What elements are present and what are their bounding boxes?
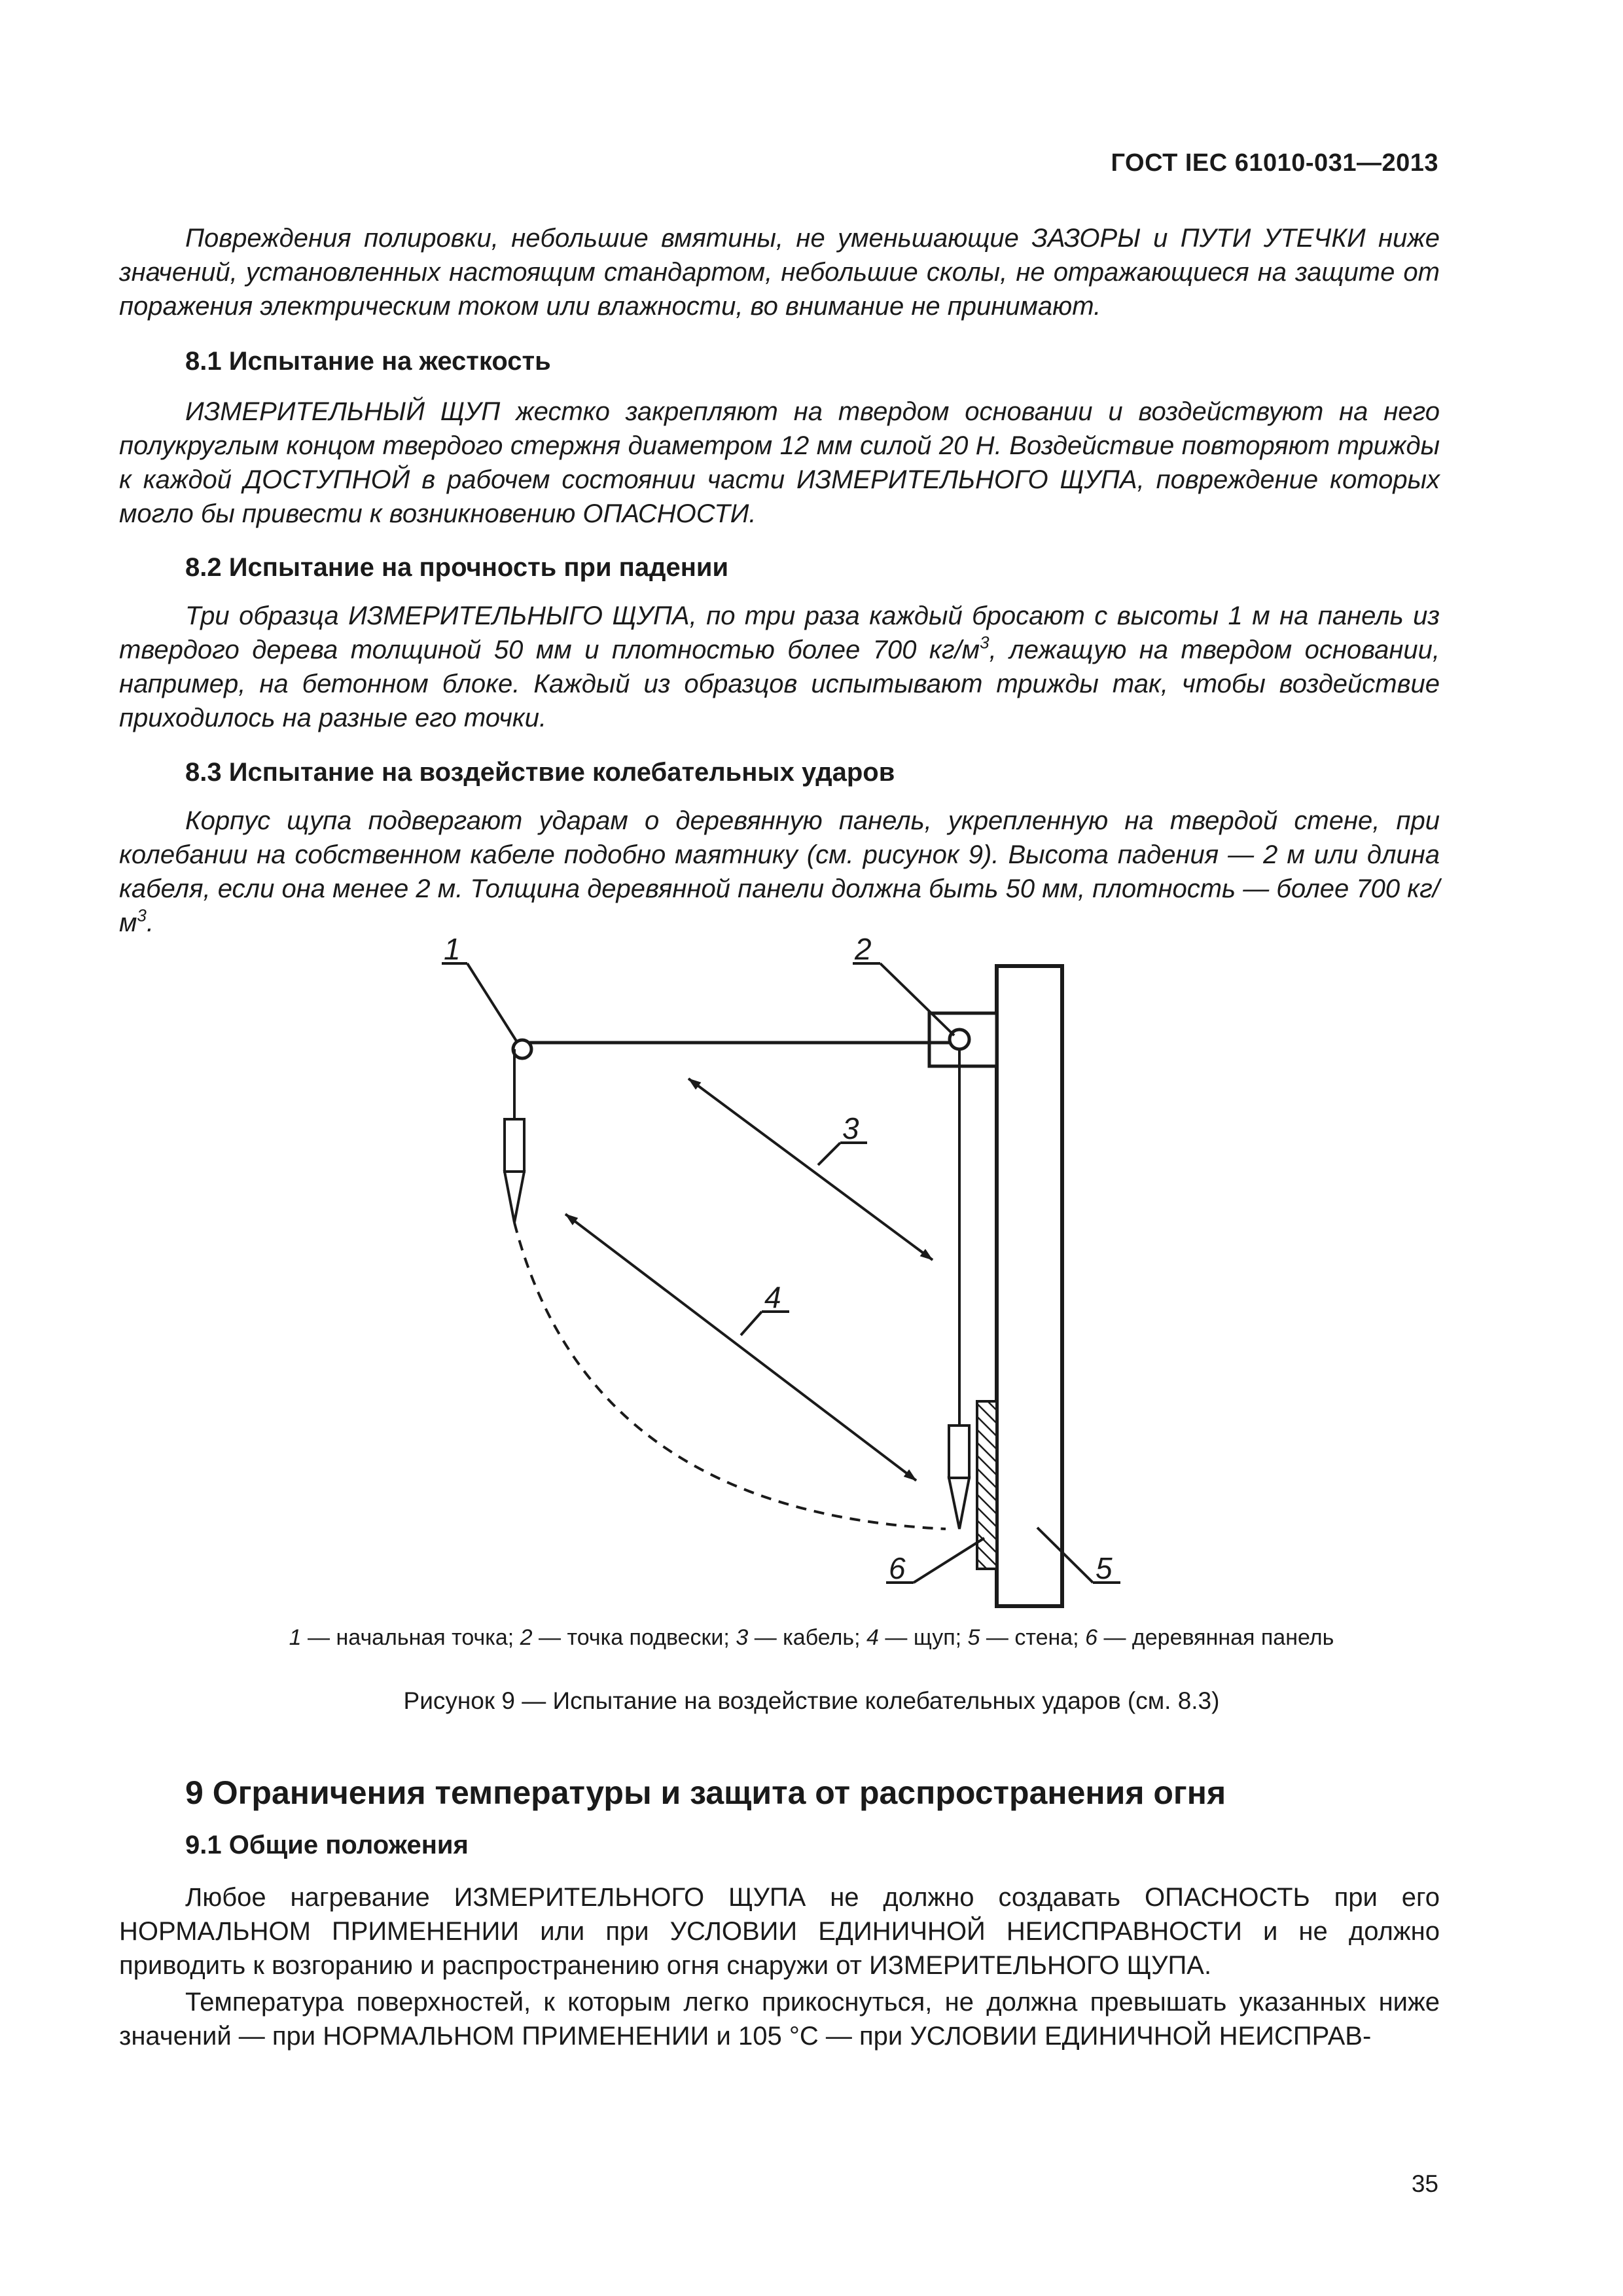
section-9-1-para-2: Температура поверхностей, к которым легко прикоснуться, не должна превышать указанных ниже значений — при НОРМАЛЬНОМ ПРИМЕНЕНИИ и 105 °С — при УСЛОВИИ ЕДИНИЧНОЙ НЕИСПРАВ- (119, 1988, 1440, 2051)
figure-label-6: 6 (889, 1551, 906, 1585)
figure-label-3: 3 (842, 1111, 859, 1145)
legend-item-3: 3 — кабель; (736, 1625, 867, 1650)
section-8-3-text-a: Корпус щупа подвергают ударам о деревянную панель, укрепленную на твердой стене, при колебании на собственном кабеле подобно маятнику (см. рисунок 9). Высота падения — 2 м или длина кабеля, если она менее 2 м. Толщина деревянной панели должна быть 50 мм, плотность — более 700 кг/м (119, 806, 1440, 937)
section-8-1-heading: 8.1 Испытание на жесткость (185, 347, 551, 376)
section-8-3-heading: 8.3 Испытание на воздействие колебательных ударов (185, 758, 895, 787)
section-8-3-text-b: . (146, 908, 154, 937)
leader-1-line (467, 963, 517, 1042)
superscript-3: 3 (137, 905, 147, 925)
probe-right-body (949, 1426, 969, 1478)
section-8-1-text: ИЗМЕРИТЕЛЬНЫЙ ЩУП жестко закрепляют на твердом основании и воздействуют на него полукруглым концом твердого стержня диаметром 12 мм силой 20 Н. Воздействие повторяют трижды к каждой ДОСТУПНОЙ в рабочем состоянии части ИЗМЕРИТЕЛЬНОГО ЩУПА, повреждение которых могло бы привести к возникновению ОПАСНОСТИ. (119, 397, 1440, 528)
section-9-1-block (119, 1880, 1440, 2053)
section-9-1-heading: 9.1 Общие положения (185, 1831, 469, 1859)
leader-5-line (1037, 1528, 1093, 1583)
leader-4-line (741, 1312, 762, 1335)
wooden-panel (977, 1401, 997, 1569)
section-9-heading: 9 Ограничения температуры и защита от распространения огня (185, 1774, 1226, 1811)
figure-legend (0, 1625, 1623, 1651)
probe-right-tip (949, 1478, 969, 1529)
standard-header: ГОСТ IEC 61010-031—2013 (1111, 149, 1438, 177)
leader-6-line (914, 1538, 984, 1583)
starting-point-pulley (513, 1040, 531, 1058)
page-number: 35 (1411, 2170, 1438, 2197)
cable-length-arrow (688, 1079, 933, 1260)
legend-item-4: 4 — щуп; (866, 1625, 968, 1650)
legend-item-1: 1 — начальная точка; (289, 1625, 520, 1650)
figure-label-1: 1 (444, 932, 461, 966)
figure-label-2: 2 (855, 932, 872, 966)
figure-caption: Рисунок 9 — Испытание на воздействие колебательных ударов (см. 8.3) (403, 1687, 1220, 1714)
section-9-1-para-1: Любое нагревание ИЗМЕРИТЕЛЬНОГО ЩУПА не должно создавать ОПАСНОСТЬ при его НОРМАЛЬНОМ ПРИМЕНЕНИИ или при УСЛОВИИ ЕДИНИЧНОЙ НЕИСПРАВНОСТИ и не должно приводить к возгоранию и распространению огня снаружи от ИЗМЕРИТЕЛЬНОГО ЩУПА. (119, 1883, 1440, 1980)
probe-left-tip (505, 1172, 524, 1223)
section-8-2-text-b: , лежащую на твердом основании, например, на бетонном блоке. Каждый из образцов испытывают трижды так, чтобы воздействие приходилось на разные его точки. (119, 636, 1440, 732)
swing-path (514, 1223, 946, 1529)
figure-label-5: 5 (1096, 1551, 1113, 1585)
leader-2-line (880, 963, 954, 1035)
section-8-2-heading: 8.2 Испытание на прочность при падении (185, 553, 729, 582)
wall (997, 966, 1062, 1606)
probe-left-body (505, 1119, 524, 1172)
superscript-3: 3 (980, 632, 990, 653)
section-8-2-text-a: Три образца ИЗМЕРИТЕЛЬНЫГО ЩУПА, по три раза каждый бросают с высоты 1 м на панель из твердого дерева толщиной 50 мм и плотностью более 700 кг/м (119, 601, 1440, 664)
legend-item-6: 6 — деревянная панель (1085, 1625, 1334, 1650)
leader-3-line (818, 1143, 840, 1165)
legend-item-5: 5 — стена; (967, 1625, 1086, 1650)
intro-paragraph: Повреждения полировки, небольшие вмятины, не уменьшающие ЗАЗОРЫ и ПУТИ УТЕЧКИ ниже значений, установленных настоящим стандартом, небольшие сколы, не отражающиеся на защите от поражения электрическим током или влажности, во внимание не принимают. (119, 224, 1440, 321)
probe-arc-arrow (565, 1214, 916, 1480)
legend-item-2: 2 — точка подвески; (520, 1625, 736, 1650)
figure-label-4: 4 (764, 1280, 781, 1314)
